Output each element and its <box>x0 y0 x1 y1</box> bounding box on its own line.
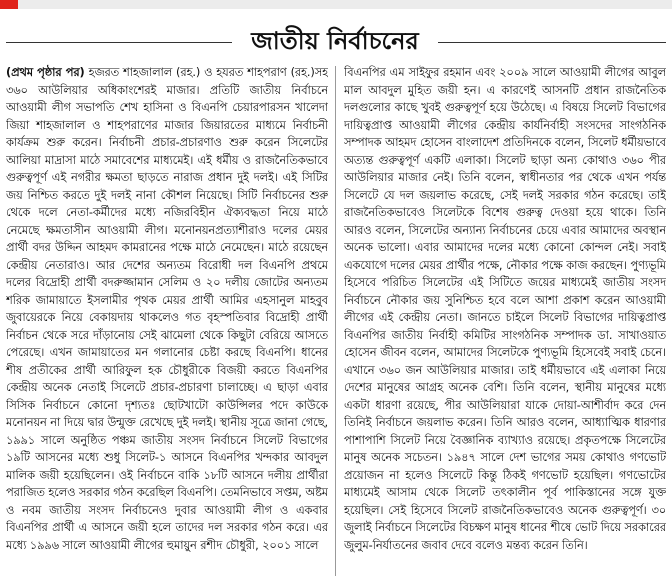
top-red-accent <box>0 0 18 9</box>
column-divider <box>335 66 336 576</box>
article-lead: (প্রথম পৃষ্ঠার পর) <box>6 65 85 79</box>
section-header <box>0 22 672 60</box>
page-title: জাতীয় নির্বাচনের <box>251 26 419 55</box>
header-rule-right <box>438 42 666 43</box>
article-paragraph-2 <box>344 64 666 554</box>
article-text-1: হজরত শাহজালাল (রহ.) ও হযরত শাহপরাণ (রহ.)সহ ৩৬০ আউলিয়ার অধিকাংশেরই মাজার। প্রতিটি জাতীয় নির্বাচনে আওয়ামী লীগ সভাপতি শেখ হাসিনা ও বিএনপি চেয়ারপারসন খালেদা জিয়া শাহজালাল ও শাহপরাণের মাজার জিয়ারতের মাধ্যমে নির্বাচনী কার্যক্রম শুরু করেন। নির্বাচনী প্রচার-প্রচারণাও শুরু করেন সিলেটের আলিয়া মাদ্রাসা মাঠে সমাবেশের মাধ্যমেই। এই ধর্মীয় ও রাজনৈতিকভাবে গুরুত্বপূর্ণ এই নগরীর ক্ষমতা ছাড়তে নারাজ প্রধান দুই দলই। এই সিটির জয় নিশ্চিত করতে দুই দলই নানা কৌশল নিয়েছে। সিটি নির্বাচনের শুরু থেকে দলে নেতা-কর্মীদের মধ্যে নজিরবিহীন ঐক্যবদ্ধতা নিয়ে মাঠে নেমেছে ক্ষমতাসীন আওয়ামী লীগ। মনোনয়নপ্রত্যাশীরাও দলের মেয়র প্রার্থী বদর উদ্দিন আহমদ কামরানের পক্ষে মাঠে নেমেছেন। মাঠে রয়েছেন কেন্দ্রীয় নেতারাও। আর দেশের অন্যতম বিরোধী দল বিএনপি প্রথমে দলের বিদ্রোহী প্রার্থী বদরুজ্জামান সেলিম ও ২০ দলীয় জোটের অন্যতম শরিক জামায়াতে ইসলামীর পৃথক মেয়র প্রার্থী আমির এহসানুল মাহবুব জুবায়েরকে নিয়ে বেকায়দায় থাকলেও গত বৃহস্পতিবার বিদ্রোহী প্রার্থী নির্বাচন থেকে সরে দাঁড়ানোয় সেই ঝামেলা থেকে কিছুটা বেরিয়ে আসতে পেরেছে। এখন জামায়াতের মন গলানোর চেষ্টা করছে বিএনপি। ধানের শীষ প্রতীকের প্রার্থী আরিফুল হক চৌধুরীকে বিজয়ী করতে বিএনপির কেন্দ্রীয় অনেক নেতাই সিলেটে প্রচার-প্রচারণা চালাচ্ছে। এ ছাড়া এবার সিসিক নির্বাচনে কোনো দৃশ্যতঃ ছোটখাটো কাউন্সিলর পদে কাউকে মনোনয়ন না দিয়ে দ্বার উন্মুক্ত রেখেছে দুই দলই। স্থানীয় সূত্রে জানা গেছে, ১৯৯১ সালে অনুষ্ঠিত পঞ্চম জাতীয় সংসদ নির্বাচনে সিলেট বিভাগের ১৯টি আসনের মধ্যে শুধু সিলেট-১ আসনে বিএনপির খন্দকার আবদুল মালিক জয়ী হয়েছিলেন। ওই নির্বাচনে বাকি ১৮টি আসনে দলীয় প্রার্থীরা পরাজিত হলেও সরকার গঠন করেছিল বিএনপি। তেমনিভাবে সপ্তম, অষ্টম ও নবম জাতীয় সংসদ নির্বাচনেও দুবার আওয়ামী লীগ ও একবার বিএনপির প্রার্থী এ আসনে জয়ী হলে তাদের দল সরকার গঠন করে। এর মধ্যে ১৯৯৬ সালে আওয়ামী লীগের হুমায়ুন রশীদ চৌধুরী, ২০০১ সালে <box>6 65 328 552</box>
article-column-2 <box>344 64 666 578</box>
top-color-bar <box>0 0 672 9</box>
article-paragraph-1 <box>6 64 328 554</box>
header-rule-left <box>6 42 232 43</box>
article-text-2: বিএনপির এম সাইফুর রহমান এবং ২০০৯ সালে আওয়ামী লীগের আবুল মাল আবদুল মুহিত জয়ী হন। এ কারণেই আসনটি প্রধান রাজনৈতিক দলগুলোর কাছে খুবই গুরুত্বপূর্ণ হয়ে উঠেছে। এ বিষয়ে সিলেট বিভাগের দায়িত্বপ্রাপ্ত আওয়ামী লীগের কেন্দ্রীয় কার্যনির্বাহী সংসদের সাংগঠনিক সম্পাদক আহমদ হোসেন বাংলাদেশ প্রতিদিনকে বলেন, সিলেট ধর্মীয়ভাবে অত্যন্ত গুরুত্বপূর্ণ একটি এলাকা। সিলেট ছাড়া অন্য কোথাও ৩৬০ পীর আউলিয়ার মাজার নেই। তিনি বলেন, স্বাধীনতার পর থেকে এখন পর্যন্ত সিলেটে যে দল জয়লাভ করেছে, সেই দলই সরকার গঠন করেছে। তাই রাজনৈতিকভাবেও সিলেটকে বিশেষ গুরুত্ব দেওয়া হয়ে থাকে। তিনি আরও বলেন, সিলেটের অন্যান্য নির্বাচনের চেয়ে এবার আমাদের অবস্থান অনেক ভালো। এবার আমাদের দলের মধ্যে কোনো কোন্দল নেই। সবাই একযোগে দলের মেয়র প্রার্থীর পক্ষে, নৌকার পক্ষে কাজ করছেন। পুণ্যভূমি হিসেবে পরিচিত সিলেটের এই সিটিতে জয়ের মাধ্যমেই জাতীয় সংসদ নির্বাচনে নৌকার জয় সুনিশ্চিত হবে বলে আশা প্রকাশ করেন আওয়ামী লীগের এই কেন্দ্রীয় নেতা। জানতে চাইলে সিলেট বিভাগের দায়িত্বপ্রাপ্ত বিএনপির জাতীয় নির্বাহী কমিটির সাংগঠনিক সম্পাদক ডা. সাখাওয়াত হোসেন জীবন বলেন, আমাদের সিলেটকে পুণ্যভূমি হিসেবেই সবাই চেনে। এখানে ৩৬০ জন আউলিয়ার মাজার। তাই ধর্মীয়ভাবে এই এলাকা নিয়ে দেশের মানুষের আগ্রহ অনেক বেশি। তিনি বলেন, স্থানীয় মানুষের মধ্যে একটা ধারণা রয়েছে, পীর আউলিয়ারা যাকে দোয়া-আশীর্বাদ করে দেন তিনিই নির্বাচনে জয়লাভ করেন। তিনি আরও বলেন, আধ্যাত্মিক ধারণার পাশাপাশি সিলেট নিয়ে বৈজ্ঞানিক ব্যাখ্যাও রয়েছে। প্রকৃতপক্ষে সিলেটের মানুষ অনেক সচেতন। ১৯৪৭ সালে দেশ ভাগের সময় কোথাও গণভোট প্রয়োজন না হলেও সিলেটে কিন্তু ঠিকই গণভোট হয়েছিল। গণভোটের মাধ্যমেই আসাম থেকে সিলেট তৎকালীন পূর্ব পাকিস্তানের সঙ্গে যুক্ত হয়েছিল। সেই হিসেবে সিলেট রাজনৈতিকভাবেও অনেক গুরুত্বপূর্ণ। ৩০ জুলাই নির্বাচনে সিলেটের বিচক্ষণ মানুষ ধানের শীষে ভোট দিয়ে সরকারের জুলুম-নির্যাতনের জবাব দেবে বলেও মন্তব্য করেন তিনি। <box>344 65 666 552</box>
article-column-1 <box>6 64 328 578</box>
